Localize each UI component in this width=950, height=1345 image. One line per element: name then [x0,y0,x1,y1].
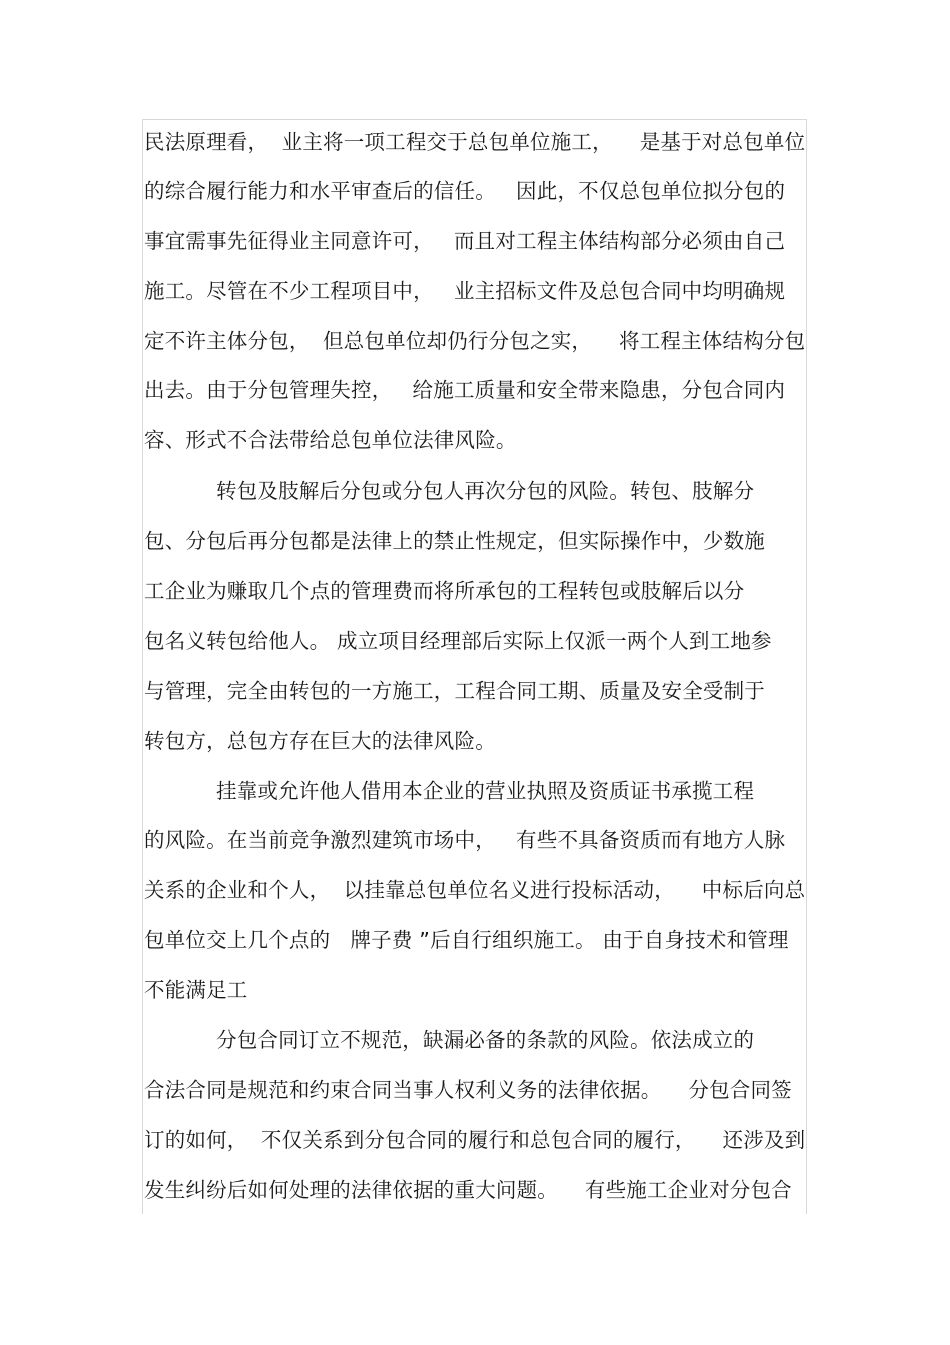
text-line: 民法原理看， 业主将一项工程交于总包单位施工， 是基于对总包单位 [144,130,806,154]
paragraph-first-line: 转包及肢解后分包或分包人再次分包的风险。转包、肢解分 [216,479,755,503]
text-line: 工企业为赚取几个点的管理费而将所承包的工程转包或肢解后以分 [144,579,745,603]
text-line: 包、分包后再分包都是法律上的禁止性规定，但实际操作中，少数施 [144,529,765,553]
text-line: 施工。尽管在不少工程项目中， 业主招标文件及总包合同中均明确规 [144,279,786,303]
text-line: 出去。由于分包管理失控， 给施工质量和安全带来隐患，分包合同内 [144,378,786,402]
paragraph-first-line: 分包合同订立不规范，缺漏必备的条款的风险。依法成立的 [216,1028,755,1052]
text-line: 发生纠纷后如何处理的法律依据的重大问题。 有些施工企业对分包合 [144,1178,792,1202]
text-line: 包单位交上几个点的 牌子费 ”后自行组织施工。 由于自身技术和管理 [144,928,789,952]
text-line: 转包方，总包方存在巨大的法律风险。 [144,729,496,753]
text-line: 合法合同是规范和约束合同当事人权利义务的法律依据。 分包合同签 [144,1078,792,1102]
text-line: 容、形式不合法带给总包单位法律风险。 [144,428,517,452]
text-line: 与管理，完全由转包的一方施工，工程合同工期、质量及安全受制于 [144,679,765,703]
text-line: 的综合履行能力和水平审查后的信任。 因此，不仅总包单位拟分包的 [144,179,786,203]
text-line: 关系的企业和个人， 以挂靠总包单位名义进行投标活动， 中标后向总 [144,878,806,902]
text-line: 包名义转包给他人。 成立项目经理部后实际上仅派一两个人到工地参 [144,629,772,653]
text-line: 事宜需事先征得业主同意许可， 而且对工程主体结构部分必须由自己 [144,229,786,253]
text-line: 的风险。在当前竞争激烈建筑市场中， 有些不具备资质而有地方人脉 [144,828,786,852]
text-line: 订的如何， 不仅关系到分包合同的履行和总包合同的履行， 还涉及到 [144,1128,806,1152]
text-line: 不能满足工 [144,978,248,1002]
text-line: 定不许主体分包， 但总包单位却仍行分包之实， 将工程主体结构分包 [144,329,806,353]
paragraph-first-line: 挂靠或允许他人借用本企业的营业执照及资质证书承揽工程 [216,779,755,803]
